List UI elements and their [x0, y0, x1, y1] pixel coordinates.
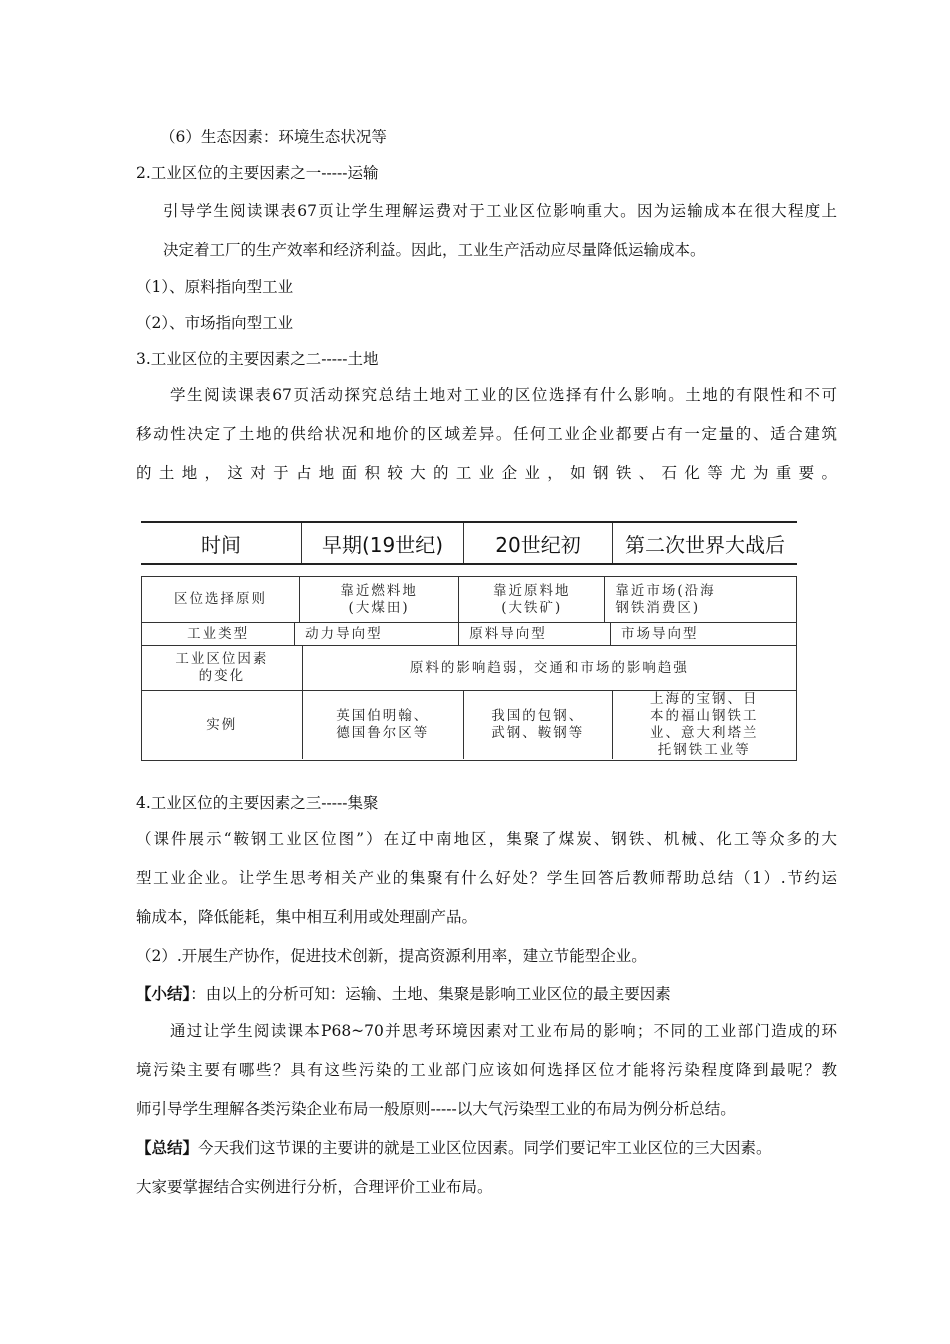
table-cell: 区位选择原则 [142, 577, 300, 622]
table-cell: 工业类型 [142, 623, 295, 645]
table-cell [605, 577, 796, 622]
heading-transport: 2.工业区位的主要因素之一-----运输 [136, 164, 379, 182]
table-row [142, 577, 796, 623]
paragraph-final: 大家要掌握结合实例进行分析，合理评价工业布局。 [136, 1178, 493, 1196]
cell-line: 德国鲁尔区等 [336, 725, 430, 741]
item-market-oriented: （2）、市场指向型工业 [136, 314, 294, 332]
heading-agglomeration: 4.工业区位的主要因素之三-----集聚 [136, 794, 379, 812]
cell-line: 上海的宝钢、日 [650, 691, 759, 707]
cell-line: 英国伯明翰、 [336, 708, 430, 724]
paragraph-cooperation: （2）.开展生产协作，促进技术创新，提高资源利用率，建立节能型企业。 [136, 947, 647, 965]
paragraph-transport-line1: 引导学生阅读课表67页让学生理解运费对于工业区位影响重大。因为运输成本在很大程度上 [163, 202, 837, 220]
paragraph-environment-line3: 师引导学生理解各类污染企业布局一般原则-----以大气污染型工业的布局为例分析总结。 [136, 1100, 736, 1118]
cell-line: 我国的包钢、 [491, 708, 585, 724]
cell-line: 本的福山钢铁工 [650, 708, 759, 724]
item-raw-material-oriented: （1）、原料指向型工业 [136, 278, 294, 296]
cell-line: 工业区位因素 [175, 651, 269, 667]
table-row [142, 623, 796, 646]
conclusion-text: 今天我们这节课的主要讲的就是工业区位因素。同学们要记牢工业区位的三大因素。 [198, 1139, 772, 1157]
heading-land: 3.工业区位的主要因素之二-----土地 [136, 350, 379, 368]
table-cell [303, 691, 465, 759]
cell-line: 托钢铁工业等 [657, 742, 751, 758]
paragraph-conclusion [136, 1138, 772, 1158]
paragraph-land-line3: 的土地，这对于占地面积较大的工业企业，如钢铁、石化等尤为重要。 [136, 464, 837, 482]
table-cell-merged: 原料的影响趋弱，交通和市场的影响趋强 [409, 659, 689, 676]
cell-line: 靠近市场(沿海 [615, 582, 716, 599]
table-header-cell: 第二次世界大战后 [625, 532, 785, 557]
cell-line: 武钢、鞍钢等 [491, 725, 585, 741]
table-header-row [141, 521, 797, 565]
cell-line: 业、意大利塔兰 [650, 725, 759, 741]
paragraph-land-line1: 学生阅读课表67页活动探究总结土地对工业的区位选择有什么影响。土地的有限性和不可 [170, 386, 837, 404]
paragraph-land-line2: 移动性决定了土地的供给状况和地价的区域差异。任何工业企业都要占有一定量的、适合建筑 [136, 425, 837, 443]
cell-line: 靠近燃料地 [340, 582, 418, 599]
table-cell: 原料导向型 [459, 623, 611, 645]
paragraph-agglomeration-line2: 型工业企业。让学生思考相关产业的集聚有什么好处？学生回答后教师帮助总结（1）.节约运 [136, 869, 837, 887]
table-body [141, 576, 797, 761]
table-row [142, 646, 796, 691]
paragraph-transport-line2: 决定着工厂的生产效率和经济利益。因此，工业生产活动应尽量降低运输成本。 [163, 241, 706, 259]
table-cell [613, 691, 796, 759]
cell-line: 钢铁消费区) [615, 599, 701, 616]
paragraph-environment-line2: 境污染主要有哪些？具有这些污染的工业部门应该如何选择区位才能将污染程度降到最呢？教 [136, 1061, 837, 1079]
conclusion-mark: 【总结】 [136, 1138, 199, 1157]
table-cell [459, 577, 605, 622]
table-cell: 实例 [142, 691, 303, 759]
cell-line: 靠近原料地 [493, 582, 571, 599]
summary-mark: 【小结】 [136, 984, 191, 1003]
cell-line: (大煤田) [348, 599, 410, 616]
table-header-cell: 时间 [141, 523, 302, 563]
table-cell [300, 577, 459, 622]
paragraph-agglomeration-line3: 输成本，降低能耗，集中相互利用或处理副产品。 [136, 908, 478, 926]
paragraph-environment-line1: 通过让学生阅读课本P68~70并思考环境因素对工业布局的影响；不同的工业部门造成的环 [170, 1022, 837, 1040]
table-row [142, 691, 796, 759]
cell-line: 的变化 [198, 668, 246, 684]
table-cell [142, 646, 303, 690]
table-cell [464, 691, 613, 759]
cell-line: (大铁矿) [501, 599, 563, 616]
table-cell: 市场导向型 [621, 625, 699, 642]
table-cell: 动力导向型 [295, 623, 459, 645]
paragraph-ecology-factor: （6）生态因素：环境生态状况等 [160, 128, 387, 146]
paragraph-agglomeration-line1: （课件展示“鞍钢工业区位图”）在辽中南地区，集聚了煤炭、钢铁、机械、化工等众多的大 [136, 830, 837, 848]
table-header-cell: 早期(19世纪) [302, 523, 464, 563]
paragraph-summary [136, 984, 671, 1004]
summary-text: ：由以上的分析可知：运输、土地、集聚是影响工业区位的最主要因素 [190, 985, 671, 1003]
industry-location-table [141, 521, 797, 761]
table-header-cell: 20世纪初 [464, 523, 613, 563]
